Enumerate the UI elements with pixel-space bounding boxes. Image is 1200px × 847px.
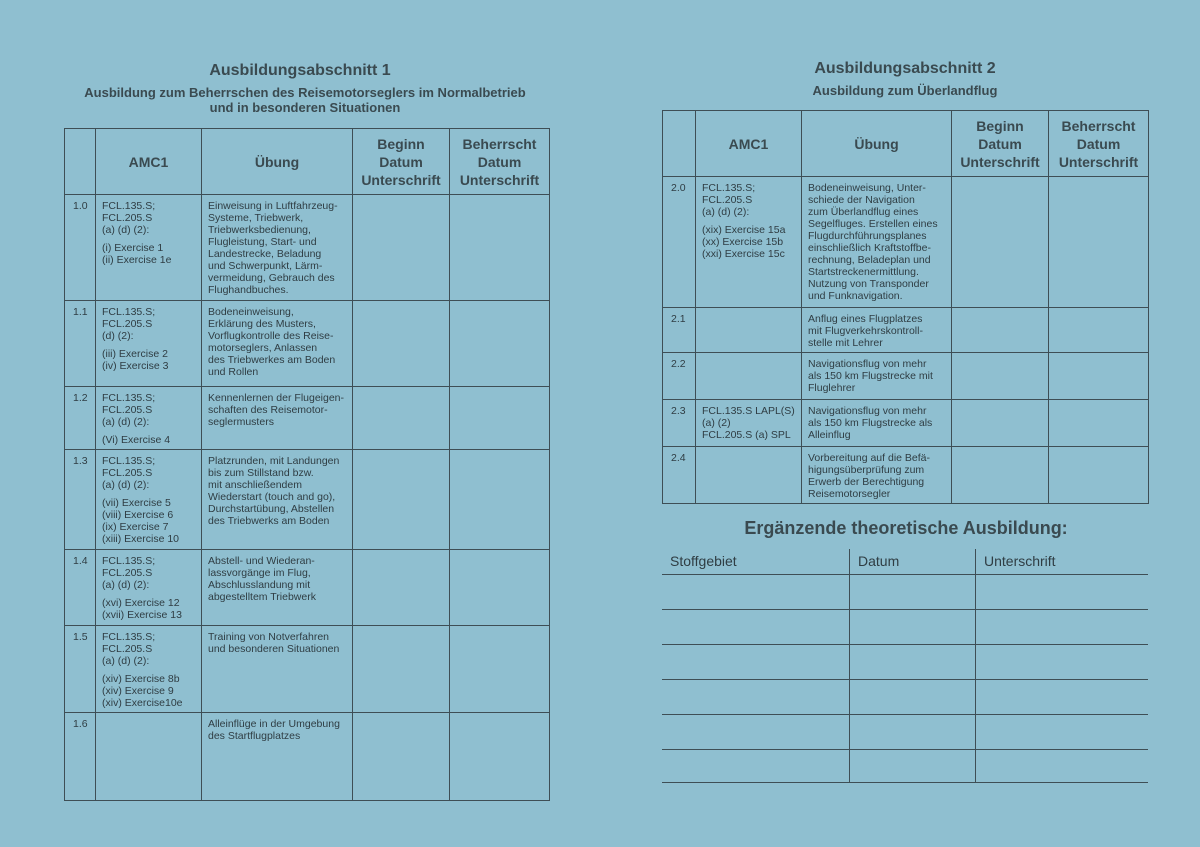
header-uebung: Übung <box>802 111 952 177</box>
header-beginn-line-2: Datum <box>978 135 1022 152</box>
amc-line: FCL.205.S <box>102 467 153 479</box>
description-line: Nutzung von Transponder <box>808 278 929 290</box>
row-exercise-description <box>802 308 952 353</box>
description-line: Landestrecke, Beladung <box>208 248 322 260</box>
beginn-signature-field[interactable] <box>353 450 450 550</box>
row-number: 1.3 <box>65 450 96 550</box>
beginn-signature-field[interactable] <box>952 400 1049 447</box>
table-row <box>65 450 550 550</box>
beherrscht-signature-field[interactable] <box>1049 177 1149 308</box>
row-number: 2.2 <box>663 353 696 400</box>
description-line: motorseglers, Anlassen <box>208 342 318 354</box>
table-row <box>663 308 1149 353</box>
amc-line: (a) (d) (2): <box>102 224 150 236</box>
beherrscht-signature-field[interactable] <box>1049 308 1149 353</box>
row-exercise-description <box>202 626 353 713</box>
amc-line: FCL.205.S <box>702 194 753 206</box>
header-beginn-line-3: Unterschrift <box>960 153 1040 170</box>
table-row <box>65 550 550 626</box>
row-number: 1.0 <box>65 195 96 301</box>
beherrscht-signature-field[interactable] <box>450 626 550 713</box>
row-number: 1.2 <box>65 387 96 450</box>
description-line: stelle mit Lehrer <box>808 337 883 349</box>
description-line: Startstreckenermittlung. <box>808 266 919 278</box>
description-line: und Schwerpunkt, Lärm- <box>208 260 323 272</box>
left-subtitle-line-2: und in besonderen Situationen <box>209 100 401 115</box>
description-line: des Triebwerks am Boden <box>208 515 330 527</box>
description-line: als 150 km Flugstrecke mit <box>808 370 933 382</box>
table-row <box>65 301 550 387</box>
description-line: Vorflugkontrolle des Reise- <box>208 330 334 342</box>
exercise-line: (viii) Exercise 6 <box>102 509 174 521</box>
row-number: 1.4 <box>65 550 96 626</box>
row-exercise-description <box>802 177 952 308</box>
theory-header-unterschrift: Unterschrift <box>984 553 1056 569</box>
amc-line: FCL.135.S; <box>102 306 156 318</box>
description-line: und Rollen <box>208 366 259 378</box>
beginn-signature-field[interactable] <box>952 308 1049 353</box>
theory-section-title: Ergänzende theoretische Ausbildung: <box>744 518 1068 538</box>
amc-line: FCL.135.S LAPL(S) <box>702 405 795 417</box>
row-number: 2.0 <box>663 177 696 308</box>
theory-row-line <box>662 679 1148 680</box>
description-line: Wiederstart (touch and go), <box>208 491 336 503</box>
header-beherrscht-line-3: Unterschrift <box>459 171 540 188</box>
theory-column-divider <box>849 549 850 783</box>
description-line: Navigationsflug von mehr <box>808 405 927 417</box>
row-number: 1.1 <box>65 301 96 387</box>
description-line: higungsüberprüfung zum <box>808 464 925 476</box>
table-row <box>663 177 1149 308</box>
beginn-signature-field[interactable] <box>353 550 450 626</box>
description-line: und besonderen Situationen <box>208 643 340 655</box>
theory-column-divider <box>975 549 976 783</box>
amc-line: FCL.205.S <box>102 212 153 224</box>
table-header-row <box>663 111 1149 177</box>
header-beginn-line-1: Beginn <box>377 135 425 152</box>
description-line: seglermusters <box>208 416 274 428</box>
description-line: Training von Notverfahren <box>208 631 330 643</box>
theory-table <box>662 549 1148 769</box>
amc-line: (a) (d) (2): <box>102 416 150 428</box>
description-line: Vorbereitung auf die Befä- <box>808 452 931 464</box>
exercise-line: (xx) Exercise 15b <box>702 236 784 248</box>
header-amc1: AMC1 <box>696 111 802 177</box>
beherrscht-signature-field[interactable] <box>450 301 550 387</box>
exercise-line: (xvii) Exercise 13 <box>102 609 182 621</box>
exercise-line: (ix) Exercise 7 <box>102 521 169 533</box>
theory-header-stoffgebiet: Stoffgebiet <box>670 553 737 569</box>
description-line: Triebwerksbedienung, <box>208 224 311 236</box>
row-exercise-description <box>202 550 353 626</box>
description-line: Navigationsflug von mehr <box>808 358 927 370</box>
table-row <box>663 400 1149 447</box>
training-table-section-2 <box>662 110 1149 504</box>
row-number: 2.1 <box>663 308 696 353</box>
exercise-line: (xxi) Exercise 15c <box>702 248 785 260</box>
description-line: zum Überlandflug eines <box>808 206 919 218</box>
amc-line: FCL.205.S <box>102 404 153 416</box>
table-row <box>663 353 1149 400</box>
beginn-signature-field[interactable] <box>353 195 450 301</box>
row-number: 2.3 <box>663 400 696 447</box>
theory-row-line <box>662 749 1148 750</box>
theory-row-line <box>662 782 1148 783</box>
row-exercise-description <box>802 447 952 504</box>
beherrscht-signature-field[interactable] <box>450 550 550 626</box>
exercise-line: (ii) Exercise 1e <box>102 254 172 266</box>
table-row <box>65 387 550 450</box>
row-amc-reference <box>696 400 802 447</box>
beherrscht-signature-field[interactable] <box>1049 447 1149 504</box>
left-page-title: Ausbildungsabschnitt 1 <box>209 62 391 79</box>
header-beherrscht-line-1: Beherrscht <box>1061 117 1136 134</box>
row-exercise-description <box>202 450 353 550</box>
description-line: einschließlich Kraftstoffbe- <box>808 242 931 254</box>
row-exercise-description <box>802 353 952 400</box>
beherrscht-signature-field[interactable] <box>450 387 550 450</box>
description-line: des Startflugplatzes <box>208 730 301 742</box>
row-amc-reference <box>96 450 202 550</box>
exercise-line: (vii) Exercise 5 <box>102 497 171 509</box>
amc-line: (d) (2): <box>102 330 134 342</box>
header-number <box>663 111 696 177</box>
right-page-subtitle: Ausbildung zum Überlandflug <box>812 83 998 98</box>
row-exercise-description <box>202 387 353 450</box>
row-amc-reference <box>96 550 202 626</box>
description-line: lassvorgänge im Flug, <box>208 567 311 579</box>
table-row <box>65 713 550 801</box>
row-amc-reference <box>696 447 802 504</box>
exercise-line: (iv) Exercise 3 <box>102 360 169 372</box>
description-line: mit anschließendem <box>208 479 302 491</box>
description-line: Abschlusslandung mit <box>208 579 311 591</box>
table-header-row <box>65 129 550 195</box>
row-exercise-description <box>202 713 353 801</box>
description-line: des Triebwerkes am Boden <box>208 354 336 366</box>
amc-line: (a) (d) (2): <box>702 206 750 218</box>
header-beginn-line-3: Unterschrift <box>361 171 441 188</box>
description-line: Fluglehrer <box>808 382 856 394</box>
description-line: mit Flugverkehrskontroll- <box>808 325 923 337</box>
description-line: Erklärung des Musters, <box>208 318 316 330</box>
amc-line: FCL.205.S <box>102 318 153 330</box>
header-amc1: AMC1 <box>96 129 202 195</box>
description-line: Platzrunden, mit Landungen <box>208 455 340 467</box>
theory-row-line <box>662 714 1148 715</box>
description-line: Reisemotorsegler <box>808 488 891 500</box>
header-beherrscht-line-1: Beherrscht <box>462 135 537 152</box>
left-subtitle-line-1: Ausbildung zum Beherrschen des Reisemotorseglers im Normalbetrieb <box>84 85 526 100</box>
description-line: und Funknavigation. <box>808 290 903 302</box>
exercise-line: (Vi) Exercise 4 <box>102 434 171 446</box>
amc-line: FCL.135.S; <box>102 200 156 212</box>
beginn-signature-field[interactable] <box>952 177 1049 308</box>
amc-line: FCL.135.S; <box>102 455 156 467</box>
exercise-line: (iii) Exercise 2 <box>102 348 168 360</box>
exercise-line: (xiii) Exercise 10 <box>102 533 180 545</box>
beherrscht-signature-field[interactable] <box>1049 353 1149 400</box>
description-line: Bodeneinweisung, Unter- <box>808 182 926 194</box>
description-line: Anflug eines Flugplatzes <box>808 313 923 325</box>
row-number: 2.4 <box>663 447 696 504</box>
description-line: Segelfluges. Erstellen eines <box>808 218 938 230</box>
description-line: Flughandbuches. <box>208 284 289 296</box>
row-amc-reference <box>96 195 202 301</box>
description-line: rechnung, Beladeplan und <box>808 254 931 266</box>
row-amc-reference <box>696 177 802 308</box>
row-amc-reference <box>96 301 202 387</box>
beginn-signature-field[interactable] <box>353 713 450 801</box>
description-line: Einweisung in Luftfahrzeug- <box>208 200 338 212</box>
description-line: bis zum Stillstand bzw. <box>208 467 314 479</box>
right-page-title: Ausbildungsabschnitt 2 <box>814 60 996 77</box>
description-line: schaften des Reisemotor- <box>208 404 328 416</box>
row-amc-reference <box>696 308 802 353</box>
table-row <box>663 447 1149 504</box>
amc-line: (a) (d) (2): <box>102 655 150 667</box>
header-beherrscht-line-2: Datum <box>477 153 522 170</box>
row-exercise-description <box>202 195 353 301</box>
exercise-line: (xiv) Exercise10e <box>102 697 183 709</box>
amc-line: FCL.205.S (a) SPL <box>702 429 791 441</box>
amc-line: FCL.205.S <box>102 567 153 579</box>
header-beginn <box>353 129 450 195</box>
description-line: schiede der Navigation <box>808 194 915 206</box>
left-page-subtitle <box>0 85 610 115</box>
header-beherrscht <box>450 129 550 195</box>
row-amc-reference <box>96 387 202 450</box>
beginn-signature-field[interactable] <box>353 301 450 387</box>
row-number: 1.5 <box>65 626 96 713</box>
row-amc-reference <box>696 353 802 400</box>
description-line: Erwerb der Berechtigung <box>808 476 925 488</box>
table-row <box>65 195 550 301</box>
table-row <box>65 626 550 713</box>
theory-row-line <box>662 644 1148 645</box>
header-beherrscht-line-2: Datum <box>1076 135 1121 152</box>
row-exercise-description <box>802 400 952 447</box>
description-line: vermeidung, Gebrauch des <box>208 272 335 284</box>
exercise-line: (xiv) Exercise 8b <box>102 673 180 685</box>
beherrscht-signature-field[interactable] <box>1049 400 1149 447</box>
theory-header-datum: Datum <box>858 553 900 569</box>
header-beginn-line-1: Beginn <box>976 117 1024 134</box>
exercise-line: (xix) Exercise 15a <box>702 224 786 236</box>
theory-row-line <box>662 609 1148 610</box>
description-line: Flugdurchführungsplanes <box>808 230 927 242</box>
training-table-section-1 <box>64 128 550 801</box>
row-amc-reference <box>96 626 202 713</box>
exercise-line: (xvi) Exercise 12 <box>102 597 180 609</box>
beginn-signature-field[interactable] <box>353 387 450 450</box>
description-line: Durchstartübung, Abstellen <box>208 503 335 515</box>
amc-line: FCL.205.S <box>102 643 153 655</box>
description-line: Flugleistung, Start- und <box>208 236 317 248</box>
amc-line: (a) (2) <box>702 417 731 429</box>
description-line: Alleinflug <box>808 429 851 441</box>
amc-line: FCL.135.S; <box>102 392 156 404</box>
amc-line: FCL.135.S; <box>102 555 156 567</box>
beginn-signature-field[interactable] <box>952 353 1049 400</box>
beherrscht-signature-field[interactable] <box>450 195 550 301</box>
right-page <box>600 0 1200 847</box>
description-line: als 150 km Flugstrecke als <box>808 417 933 429</box>
row-number: 1.6 <box>65 713 96 801</box>
header-beherrscht-line-3: Unterschrift <box>1058 153 1139 170</box>
description-line: Bodeneinweisung, <box>208 306 294 318</box>
beherrscht-signature-field[interactable] <box>450 450 550 550</box>
exercise-line: (xiv) Exercise 9 <box>102 685 174 697</box>
beginn-signature-field[interactable] <box>353 626 450 713</box>
description-line: abgestelltem Triebwerk <box>208 591 316 603</box>
description-line: Alleinflüge in der Umgebung <box>208 718 340 730</box>
row-exercise-description <box>202 301 353 387</box>
header-beginn <box>952 111 1049 177</box>
header-beginn-line-2: Datum <box>379 153 423 170</box>
beherrscht-signature-field[interactable] <box>450 713 550 801</box>
description-line: Abstell- und Wiederan- <box>208 555 315 567</box>
beginn-signature-field[interactable] <box>952 447 1049 504</box>
amc-line: FCL.135.S; <box>102 631 156 643</box>
amc-line: (a) (d) (2): <box>102 479 150 491</box>
header-uebung: Übung <box>202 129 353 195</box>
amc-line: FCL.135.S; <box>702 182 756 194</box>
exercise-line: (i) Exercise 1 <box>102 242 164 254</box>
theory-row-line <box>662 574 1148 575</box>
header-number <box>65 129 96 195</box>
description-line: Kennenlernen der Flugeigen- <box>208 392 345 404</box>
header-beherrscht <box>1049 111 1149 177</box>
row-amc-reference <box>96 713 202 801</box>
description-line: Systeme, Triebwerk, <box>208 212 304 224</box>
amc-line: (a) (d) (2): <box>102 579 150 591</box>
